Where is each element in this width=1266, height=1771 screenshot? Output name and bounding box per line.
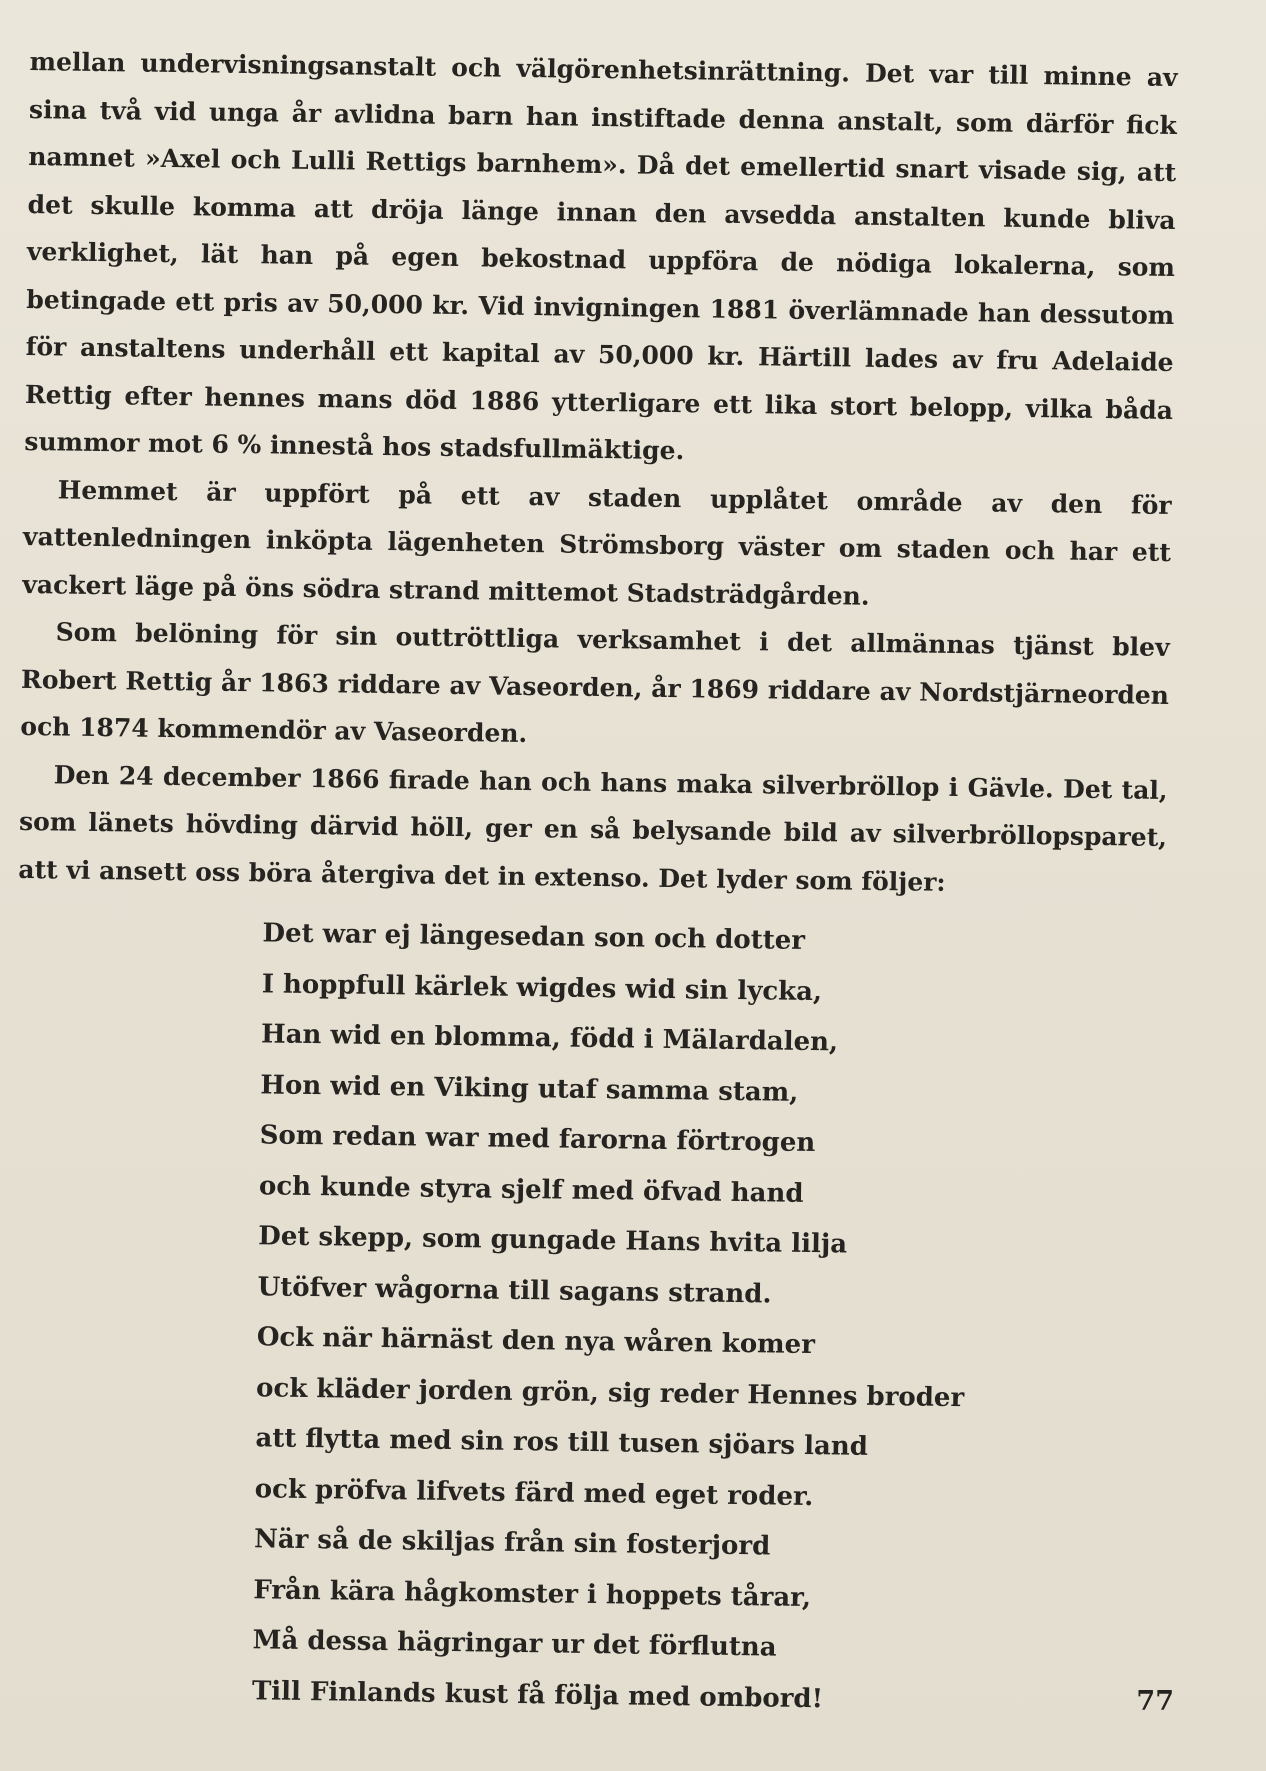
poem-line: Till Finlands kust få följa med ombord! bbox=[251, 1675, 824, 1714]
paragraph-2: Hemmet är uppfört på ett av staden upplåtet område av den för vattenledningen inköpta lägenheten Strömsborg väster om staden och har ett vackert läge på öns södra strand mittemot Stadsträdgården. bbox=[22, 474, 1172, 611]
paragraph-4: Den 24 december 1866 firade han och hans maka silverbröllop i Gävle. Det tal, som länets hövding därvid höll, ger en så belysande bild av silverbröllopsparet, att vi ansett oss böra återgiva det in extenso. Det lyder som följer: bbox=[18, 759, 1168, 897]
poem-line: I hoppfull kärlek wigdes wid sin lycka, bbox=[261, 968, 823, 1007]
page-text-block bbox=[7, 38, 1178, 1729]
poem-line: Hon wid en Viking utaf samma stam, bbox=[260, 1069, 799, 1108]
poem-line: Må dessa hägringar ur det förflutna bbox=[252, 1625, 777, 1663]
paragraph-1: mellan undervisningsanstalt och välgörenhetsinrättning. Det var till minne av sina två vid unga år avlidna barn han instiftade denna anstalt, som därför fick namnet »Axel och Lulli Rettigs barnhem». Då det emellertid snart visade sig, att det skulle komma att dröja länge innan den avsedda anstalten kunde bliva verklighet, lät han på egen bekostnad uppföra de nödiga lokalerna, som betingade ett pris av 50,000 kr. Vid invigningen 1881 överlämnade han dessutom för anstaltens underhåll ett kapital av 50,000 kr. Härtill lades av fru Adelaide Rettig efter hennes mans död 1886 ytterligare ett lika stort belopp, vilka båda summor mot 6 % innestå hos stadsfullmäktige. bbox=[24, 46, 1178, 466]
poem-line: ock kläder jorden grön, sig reder Hennes broder bbox=[255, 1372, 965, 1413]
paragraph-3: Som belöning för sin outtröttliga verksamhet i det allmännas tjänst blev Robert Rettig år 1863 riddare av Vaseorden, år 1869 riddare av Nordstjärneorden och 1874 kommendör av Vaseorden. bbox=[20, 617, 1170, 749]
poem-block bbox=[7, 905, 1166, 1729]
poem-line: ock pröfva lifvets färd med eget roder. bbox=[254, 1473, 814, 1512]
poem-line: Han wid en blomma, född i Mälardalen, bbox=[260, 1019, 839, 1058]
poem-line: Som redan war med farorna förtrogen bbox=[259, 1120, 816, 1159]
poem-line: och kunde styra sjelf med öfvad hand bbox=[258, 1170, 804, 1209]
poem-line: att flytta med sin ros till tusen sjöars land bbox=[255, 1423, 869, 1462]
poem-line: Det war ej längesedan son och dotter bbox=[262, 918, 806, 956]
poem-line: Utöfver wågorna till sagans strand. bbox=[257, 1271, 772, 1309]
page-number: 77 bbox=[1136, 1686, 1174, 1717]
poem-line: Det skepp, som gungade Hans hvita lilja bbox=[258, 1221, 848, 1260]
poem-line: Från kära hågkomster i hoppets tårar, bbox=[253, 1574, 812, 1613]
poem-line: När så de skiljas från sin fosterjord bbox=[253, 1524, 771, 1562]
poem-line: Ock när härnäst den nya wåren komer bbox=[256, 1322, 816, 1361]
